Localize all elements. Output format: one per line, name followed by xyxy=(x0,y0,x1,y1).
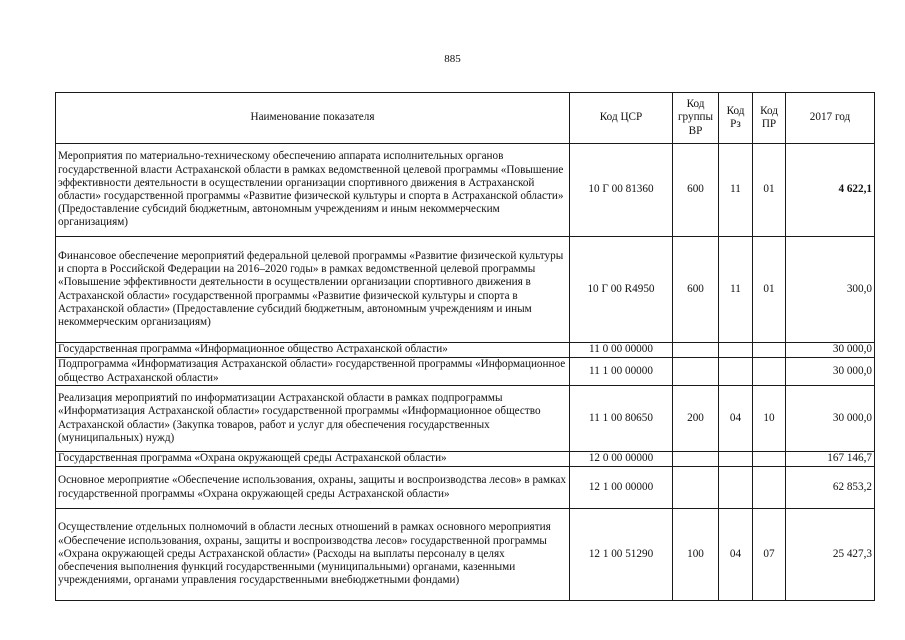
row-pr xyxy=(753,452,786,467)
row-name: Реализация мероприятий по информатизации Астраханской области в рамках подпрограммы «Информатизация Астраханской области» государственной программы «Информационное общество Астраханской области» (Закупка товаров, работ и услуг для обеспечения государственных (муниципальных) нужд) xyxy=(56,386,570,452)
row-vr xyxy=(673,358,719,386)
row-name: Мероприятия по материально-техническому обеспечению аппарата исполнительных органов государственной власти Астраханской области в рамках ведомственной целевой программы «Повышение эффективности деятельности в осуществлении организации спортивного движения в Астраханской области» государственной программы «Развитие физической культуры и спорта в Астраханской области» (Предоставление субсидий бюджетным, автономным учреждениям и иным некоммерческим организациям) xyxy=(56,144,570,237)
header-rz: Код Рз xyxy=(719,93,753,144)
row-amount: 62 853,2 xyxy=(786,467,875,509)
row-vr xyxy=(673,452,719,467)
row-pr: 07 xyxy=(753,509,786,601)
page-number: 885 xyxy=(444,53,461,65)
row-vr xyxy=(673,343,719,358)
table-row xyxy=(56,144,875,237)
row-pr: 01 xyxy=(753,237,786,343)
row-vr: 600 xyxy=(673,237,719,343)
row-name: Государственная программа «Информационное общество Астраханской области» xyxy=(56,343,570,358)
row-pr xyxy=(753,343,786,358)
row-rz xyxy=(719,452,753,467)
row-amount: 4 622,1 xyxy=(786,144,875,237)
budget-table xyxy=(55,92,875,601)
row-name: Подпрограмма «Информатизация Астраханской области» государственной программы «Информационное общество Астраханской области» xyxy=(56,358,570,386)
row-rz: 11 xyxy=(719,144,753,237)
row-csr: 12 0 00 00000 xyxy=(570,452,673,467)
row-name: Осуществление отдельных полномочий в области лесных отношений в рамках основного мероприятия «Обеспечение использования, охраны, защиты и воспроизводства лесов» государственной программы «Охрана окружающей среды Астраханской области» (Расходы на выплаты персоналу в целях обеспечения выполнения функций государственными (муниципальными) органами, казенными учреждениями, органами управления государственными внебюджетными фондами) xyxy=(56,509,570,601)
table-header-row xyxy=(56,93,875,144)
table-row xyxy=(56,343,875,358)
row-csr: 11 1 00 00000 xyxy=(570,358,673,386)
header-csr: Код ЦСР xyxy=(570,93,673,144)
row-name: Основное мероприятие «Обеспечение использования, охраны, защиты и воспроизводства лесов» в рамках государственной программы «Охрана окружающей среды Астраханской области» xyxy=(56,467,570,509)
table-row xyxy=(56,509,875,601)
row-pr: 10 xyxy=(753,386,786,452)
row-vr xyxy=(673,467,719,509)
row-amount: 167 146,7 xyxy=(786,452,875,467)
row-rz: 04 xyxy=(719,386,753,452)
row-csr: 10 Г 00 R4950 xyxy=(570,237,673,343)
row-csr: 10 Г 00 81360 xyxy=(570,144,673,237)
row-amount: 30 000,0 xyxy=(786,358,875,386)
row-csr: 12 1 00 00000 xyxy=(570,467,673,509)
table-row xyxy=(56,452,875,467)
header-vr: Код группы ВР xyxy=(673,93,719,144)
row-pr xyxy=(753,358,786,386)
row-name: Финансовое обеспечение мероприятий федеральной целевой программы «Развитие физической культуры и спорта в Российской Федерации на 2016–2020 годы» в рамках ведомственной целевой программы «Повышение эффективности деятельности в осуществлении организации спортивного движения в Астраханской области» государственной программы «Развитие физической культуры и спорта в Астраханской области» (Предоставление субсидий бюджетным, автономным учреждениям и иным некоммерческим организациям) xyxy=(56,237,570,343)
row-vr: 600 xyxy=(673,144,719,237)
row-csr: 11 1 00 80650 xyxy=(570,386,673,452)
header-year: 2017 год xyxy=(786,93,875,144)
row-rz xyxy=(719,343,753,358)
row-name: Государственная программа «Охрана окружающей среды Астраханской области» xyxy=(56,452,570,467)
row-pr xyxy=(753,467,786,509)
row-csr: 11 0 00 00000 xyxy=(570,343,673,358)
row-rz xyxy=(719,358,753,386)
row-amount: 30 000,0 xyxy=(786,343,875,358)
row-pr: 01 xyxy=(753,144,786,237)
table-row xyxy=(56,237,875,343)
table-row xyxy=(56,467,875,509)
row-amount: 30 000,0 xyxy=(786,386,875,452)
row-rz: 04 xyxy=(719,509,753,601)
header-pr: Код ПР xyxy=(753,93,786,144)
row-csr: 12 1 00 51290 xyxy=(570,509,673,601)
row-rz xyxy=(719,467,753,509)
row-rz: 11 xyxy=(719,237,753,343)
header-name: Наименование показателя xyxy=(56,93,570,144)
row-amount: 300,0 xyxy=(786,237,875,343)
table-row xyxy=(56,358,875,386)
row-vr: 100 xyxy=(673,509,719,601)
row-amount: 25 427,3 xyxy=(786,509,875,601)
row-vr: 200 xyxy=(673,386,719,452)
table-row xyxy=(56,386,875,452)
